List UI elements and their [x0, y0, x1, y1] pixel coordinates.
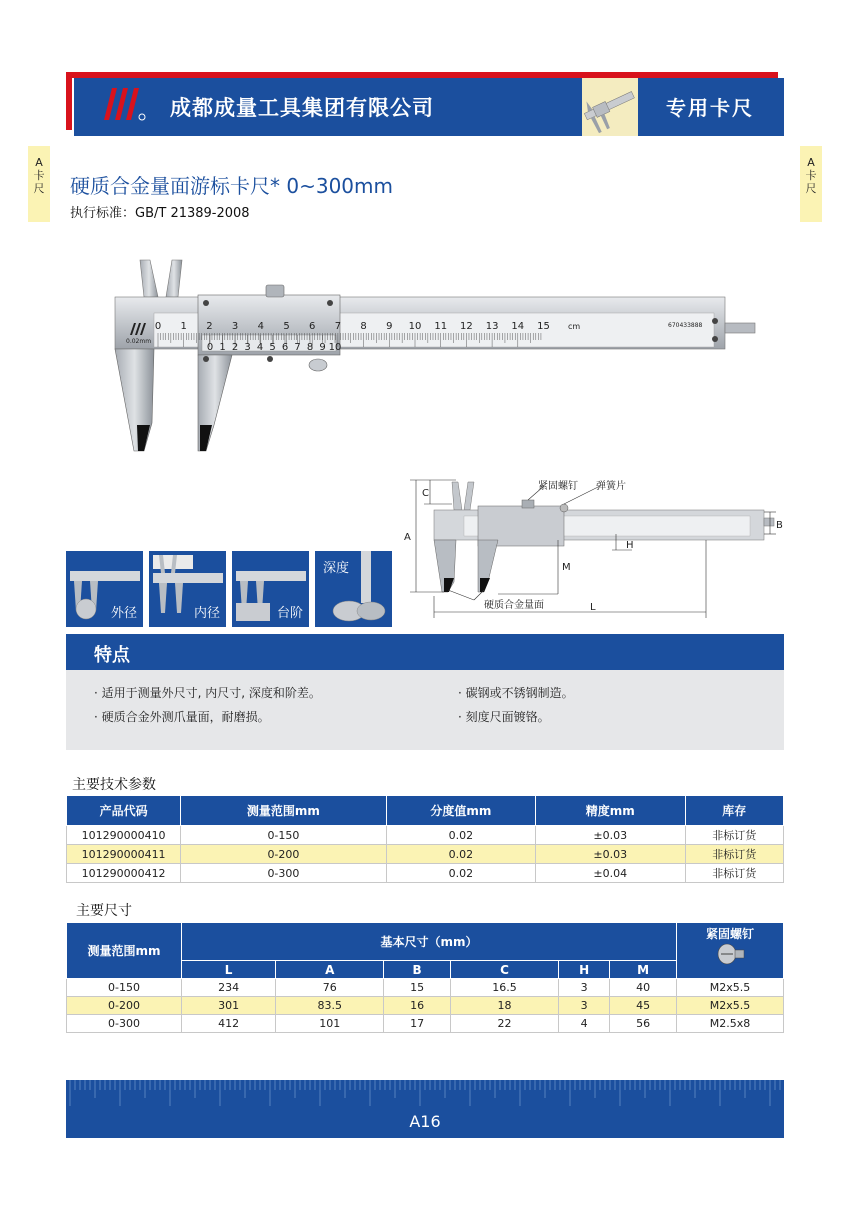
use-case-outer [66, 551, 143, 627]
dim-cell: M2x5.5 [677, 979, 784, 997]
caliper-serial-label: 670433888 [668, 322, 703, 329]
screw-icon [715, 942, 745, 968]
caliper-main-illustration [110, 255, 760, 455]
use-case-inner-label: 内径 [193, 606, 220, 621]
spec-col-header: 精度mm [535, 796, 685, 826]
main-scale-label: 6 [309, 321, 316, 332]
vernier-scale-label: 1 [219, 342, 226, 353]
dim-cell: 101 [276, 1015, 384, 1033]
table-row [67, 1015, 784, 1033]
header-banner [66, 72, 784, 136]
spec-cell: 101290000412 [67, 864, 181, 883]
company-name: 成都成量工具集团有限公司 [170, 96, 434, 120]
dim-cell: 234 [182, 979, 276, 997]
dim-cell: 16 [384, 997, 451, 1015]
dim-cell: 301 [182, 997, 276, 1015]
main-scale-label: 11 [434, 321, 448, 332]
dim-label-a: A [404, 532, 411, 543]
dim-screw-header [677, 923, 784, 979]
caliper-unit-label: cm [568, 322, 581, 331]
spec-table [66, 795, 784, 883]
spec-cell: 非标订货 [685, 845, 783, 864]
main-scale-label: 10 [408, 321, 422, 332]
vernier-scale-label: 2 [231, 342, 239, 353]
spec-cell: 101290000411 [67, 845, 181, 864]
page-number: A16 [409, 1112, 441, 1131]
use-case-outer-label: 外径 [110, 606, 137, 621]
dim-cell: 0-150 [67, 979, 182, 997]
feature-item: · 适用于测量外尺寸, 内尺寸, 深度和阶差。 [94, 686, 321, 700]
dim-cell: 17 [384, 1015, 451, 1033]
dim-label-c: C [422, 488, 429, 499]
label-carbide-face: 硬质合金量面 [484, 600, 544, 611]
spec-cell: ±0.04 [535, 864, 685, 883]
side-tab-left [28, 146, 50, 222]
dim-range-header: 测量范围mm [67, 923, 182, 979]
vernier-scale-label: 7 [294, 342, 301, 353]
header-caliper-thumbnail [582, 78, 638, 136]
dim-cell: 16.5 [450, 979, 558, 997]
spec-cell: 非标订货 [685, 864, 783, 883]
spec-cell: 0.02 [386, 864, 535, 883]
vernier-scale-label: 5 [269, 342, 276, 353]
dim-basic-header: 基本尺寸（mm） [182, 923, 677, 961]
dim-table [66, 922, 784, 1033]
dim-col-header: B [384, 961, 451, 979]
feature-item: · 刻度尺面镀铬。 [458, 710, 550, 724]
use-case-depth [315, 551, 392, 627]
dim-cell: M2.5x8 [677, 1015, 784, 1033]
spec-table-heading: 主要技术参数 [72, 777, 156, 793]
caliper-thumb-icon [582, 78, 638, 136]
main-scale-label: 0 [154, 321, 162, 332]
use-case-inner [149, 551, 226, 627]
main-scale-label: 12 [460, 321, 473, 332]
table-row [67, 826, 784, 845]
dim-col-header: C [450, 961, 558, 979]
table-row [67, 979, 784, 997]
dim-cell: 4 [558, 1015, 609, 1033]
feature-item: · 硬质合金外测爪量面，耐磨损。 [94, 710, 270, 724]
dim-screw-header-label: 紧固螺钉 [705, 927, 754, 941]
dim-cell: 412 [182, 1015, 276, 1033]
dim-cell: 3 [558, 997, 609, 1015]
spec-cell: 0.02 [386, 845, 535, 864]
dim-cell: 3 [558, 979, 609, 997]
dimension-diagram [404, 472, 784, 622]
category-label: 专用卡尺 [666, 96, 754, 120]
product-title: 硬质合金量面游标卡尺* 0~300mm [70, 174, 393, 198]
dim-table-heading: 主要尺寸 [76, 903, 132, 919]
header-red-edge [66, 72, 72, 130]
spec-col-header: 测量范围mm [181, 796, 387, 826]
main-scale-label: 5 [283, 321, 290, 332]
vernier-scale-label: 9 [319, 342, 326, 353]
dim-cell: M2x5.5 [677, 997, 784, 1015]
dim-cell: 76 [276, 979, 384, 997]
spec-cell: 0.02 [386, 826, 535, 845]
features-heading: 特点 [94, 645, 130, 666]
main-scale-label: 2 [206, 321, 213, 332]
spec-cell: 0-150 [181, 826, 387, 845]
main-scale-label: 9 [386, 321, 393, 332]
dim-cell: 0-200 [67, 997, 182, 1015]
dim-cell: 83.5 [276, 997, 384, 1015]
main-scale-label: 7 [334, 321, 342, 332]
main-scale-label: 14 [511, 321, 525, 332]
main-scale-label: 15 [537, 321, 550, 332]
spec-col-header: 分度值mm [386, 796, 535, 826]
label-set-screw: 紧固螺钉 [538, 481, 578, 492]
dim-label-h: H [626, 540, 634, 551]
spec-cell: ±0.03 [535, 826, 685, 845]
use-case-step [232, 551, 309, 627]
spec-col-header: 产品代码 [67, 796, 181, 826]
footer-ruler [66, 1080, 784, 1110]
vernier-scale-label: 3 [244, 342, 251, 353]
dim-cell: 15 [384, 979, 451, 997]
side-tab-left-label: A卡尺 [33, 156, 45, 195]
main-scale-label: 8 [360, 321, 367, 332]
use-case-depth-label: 深度 [323, 561, 350, 576]
features-heading-bar [66, 634, 784, 670]
side-tab-right [800, 146, 822, 222]
spec-cell: ±0.03 [535, 845, 685, 864]
dim-cell: 56 [610, 1015, 677, 1033]
dim-col-header: L [182, 961, 276, 979]
table-row [67, 845, 784, 864]
vernier-scale-label: 6 [281, 342, 289, 353]
main-scale-label: 13 [485, 321, 499, 332]
company-logo-icon [98, 86, 146, 122]
dim-cell: 18 [450, 997, 558, 1015]
table-row [67, 997, 784, 1015]
table-row [67, 864, 784, 883]
main-scale-label: 4 [257, 321, 264, 332]
main-scale-label: 1 [180, 321, 187, 332]
spec-col-header: 库存 [685, 796, 783, 826]
vernier-scale-label: 0 [206, 342, 214, 353]
dim-col-header: H [558, 961, 609, 979]
features-panel [66, 670, 784, 750]
dim-cell: 0-300 [67, 1015, 182, 1033]
spec-cell: 0-300 [181, 864, 387, 883]
dim-label-m: M [562, 562, 571, 573]
feature-item: · 碳钢或不锈钢制造。 [458, 686, 574, 700]
side-tab-right-label: A卡尺 [805, 156, 817, 195]
product-standard: 执行标准：GB/T 21389-2008 [70, 206, 250, 221]
spec-cell: 非标订货 [685, 826, 783, 845]
main-scale-label: 3 [231, 321, 239, 332]
dim-col-header: A [276, 961, 384, 979]
dim-cell: 40 [610, 979, 677, 997]
spec-cell: 0-200 [181, 845, 387, 864]
spec-cell: 101290000410 [67, 826, 181, 845]
vernier-scale-label: 10 [328, 342, 342, 353]
vernier-scale-label: 8 [306, 342, 314, 353]
use-case-step-label: 台阶 [276, 606, 303, 621]
caliper-resolution-label: 0.02mm [126, 338, 152, 345]
dim-label-l: L [590, 602, 596, 613]
dim-col-header: M [610, 961, 677, 979]
vernier-scale-label: 4 [256, 342, 264, 353]
footer-bar [66, 1080, 784, 1138]
dim-cell: 22 [450, 1015, 558, 1033]
dim-cell: 45 [610, 997, 677, 1015]
label-spring-leaf: 弹簧片 [596, 481, 626, 492]
dim-label-b: B [776, 520, 783, 531]
